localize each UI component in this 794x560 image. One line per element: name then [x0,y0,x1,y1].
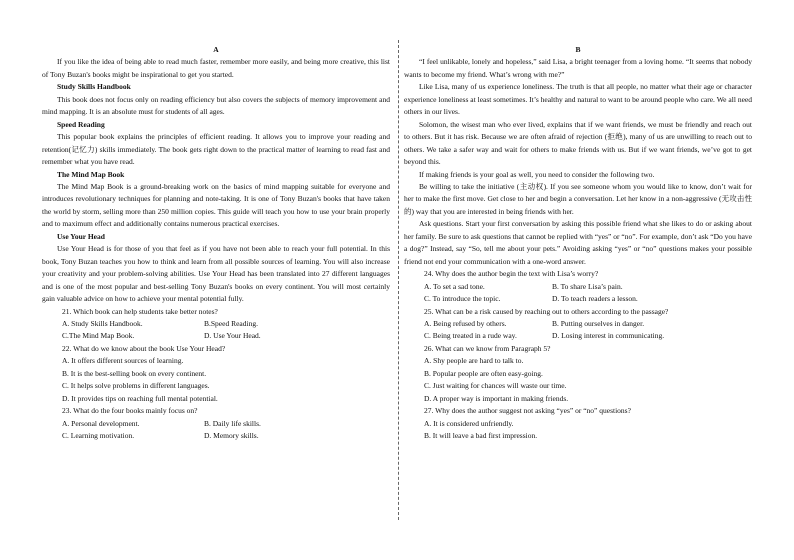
question-stem: 21. Which book can help students take better notes? [62,306,218,316]
option-c: C. Being treated in a rude way. [424,331,517,341]
passage-b-paragraph: “I feel unlikable, lonely and hopeless,” said Lisa, a bright teenager from a loving home. “It seems that nobody wants to become my friend. What’s wrong with me?” [404,57,752,79]
option-row [404,330,752,342]
passage-b-column [404,44,752,443]
option-c: C. Just waiting for chances will waste our time. [424,381,567,391]
option-row [42,330,390,342]
option-b: B. Popular people are often easy-going. [424,368,543,378]
book-description: This book does not focus only on reading efficiency but also covers the subjects of memory improvement and mind mapping. It is an absolute must for students of all ages. [42,94,390,117]
book-title: The Mind Map Book [57,169,125,179]
question-stem: 25. What can be a risk caused by reaching out to others according to the passage? [424,306,669,316]
passage-a-column [42,44,390,443]
option-row [404,318,752,330]
book-title: Use Your Head [57,231,105,241]
option-c: C. It helps solve problems in different languages. [62,381,210,391]
question-stem: 22. What do we know about the book Use Your Head? [62,343,226,353]
option-b: B. Putting ourselves in danger. [552,318,645,328]
passage-b-heading: B [575,45,581,54]
option-a: A. It is considered unfriendly. [424,418,514,428]
option-c: C.The Mind Map Book. [62,331,135,341]
book-description: This popular book explains the principles of efficient reading. It allows you to improve your reading and retention(记忆力) skills immediately. The book gets right down to the practical matter of learning to read fast and remember what you have read. [42,132,390,167]
option-c: C. To introduce the topic. [424,294,501,304]
question-stem: 27. Why does the author suggest not asking “yes” or “no” questions? [424,406,631,416]
passage-b-paragraph: Solomon, the wisest man who ever lived, explains that if we want friends, we must be friendly and reach out to others. But it has risk. Because we are often afraid of rejection (拒绝), many of us are unwilling to reach out to others. We take a safer way and wait for others to make friends with us. But if we want friends, we’ve got to get beyond this. [404,119,752,167]
option-a: A. Being refused by others. [424,318,507,328]
passage-a-heading: A [213,45,219,54]
passage-b-paragraph: Like Lisa, many of us experience loneliness. The truth is that all people, no matter what their age or character experience loneliness at least sometimes. It’s healthy and natural to want to be around people who care. We all need others in our lives. [404,82,752,117]
passage-b-paragraph: Ask questions. Start your first conversation by asking this possible friend what she likes to do or asking about her family. Be sure to ask questions that cannot be replied with “yes” or “no”. For example, don’t ask “Do you have a dog?” Instead, say “So, tell me about your pets.” Avoiding asking “yes” or “no” questions makes your possible friend not end your communication with a one-word answer. [404,219,752,266]
question-stem: 26. What can we know from Paragraph 5? [424,343,551,353]
question-stem: 24. Why does the author begin the text with Lisa’s worry? [424,269,599,279]
book-description: Use Your Head is for those of you that feel as if you have not been able to reach your full potential. In this book, Tony Buzan teaches you how to think and learn from all possible sources of learning. You will also increase your creativity and your problem-solving abilities. Use Your Head has been translated into 27 different languages and is one of the most popular and best-selling Tony Buzan's books on every continent. You will most certainly gain valuable advice on how to achieve your mental potential fully. [42,244,390,304]
option-d: D. Use Your Head. [204,331,261,341]
option-a: A. Personal development. [62,418,140,428]
option-d: D. It provides tips on reaching full mental potential. [62,393,218,403]
option-b: B. Daily life skills. [204,418,261,428]
option-d: D. Memory skills. [204,431,259,441]
option-a: A. To set a sad tone. [424,281,485,291]
option-d: D. To teach readers a lesson. [552,294,638,304]
column-divider [398,40,399,520]
passage-a-intro: If you like the idea of being able to read much faster, remember more easily, and being more creative, this list of Tony Buzan's books might be inspirational to get you started. [42,57,390,79]
option-row [42,418,390,430]
option-a: A. Study Skills Handbook. [62,318,143,328]
book-title: Study Skills Handbook [57,82,131,92]
option-b: B.Speed Reading. [204,318,258,328]
option-row [404,293,752,305]
book-description: The Mind Map Book is a ground-breaking work on the basics of mind mapping suitable for everyone and introduces revolutionary techniques for planning and note-taking. It is one of Tony Buzan's books that have taken the world by storm, selling more than 250 million copies. This guide will teach you how to use your brain properly and to maximum effect and additionally contains numerous practical exercises. [42,181,390,229]
option-a: A. Shy people are hard to talk to. [424,356,524,366]
question-stem: 23. What do the four books mainly focus on? [62,406,198,416]
option-row [42,318,390,330]
option-b: B. It will leave a bad first impression. [424,431,538,441]
book-title: Speed Reading [57,119,105,129]
option-a: A. It offers different sources of learning. [62,356,184,366]
option-b: B. To share Lisa’s pain. [552,281,623,291]
option-b: B. It is the best-selling book on every continent. [62,368,207,378]
option-c: C. Learning motivation. [62,431,135,441]
passage-b-paragraph: Be willing to take the initiative (主动权). If you see someone whom you would like to know, don’t wait for her to make the first move. Get close to her and begin a conversation. Let her know in a non-aggressive (无攻击性的) way that you are interested in being friends with her. [404,181,752,216]
option-row [404,281,752,293]
passage-b-paragraph: If making friends is your goal as well, you need to consider the following two. [419,169,655,179]
option-row [42,430,390,442]
option-d: D. A proper way is important in making friends. [424,393,569,403]
option-d: D. Losing interest in communicating. [552,331,665,341]
